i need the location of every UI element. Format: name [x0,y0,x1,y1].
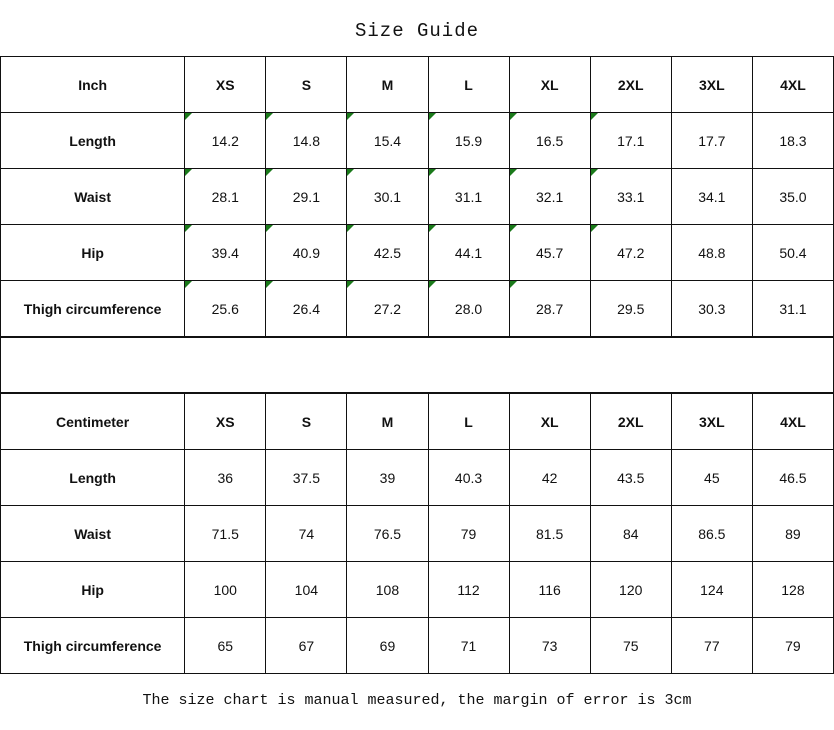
size-header-xl: XL [509,57,590,113]
unit-label-centimeter: Centimeter [1,394,185,450]
cell-waist-s: 29.1 [266,169,347,225]
cell-cm-length-xl: 42 [509,450,590,506]
cell-cm-waist-l: 79 [428,506,509,562]
cell-thigh-s: 26.4 [266,281,347,337]
measure-label-cm-thigh: Thigh circumference [1,618,185,674]
size-table-centimeter [0,393,834,674]
cell-hip-3xl: 48.8 [671,225,752,281]
cell-cm-waist-xs: 71.5 [185,506,266,562]
cell-thigh-m: 27.2 [347,281,428,337]
cell-hip-l: 44.1 [428,225,509,281]
size-header-s: S [266,57,347,113]
cell-waist-xl: 32.1 [509,169,590,225]
cell-cm-length-2xl: 43.5 [590,450,671,506]
cell-cm-hip-s: 104 [266,562,347,618]
cell-thigh-3xl: 30.3 [671,281,752,337]
cell-cm-waist-2xl: 84 [590,506,671,562]
cell-cm-hip-l: 112 [428,562,509,618]
page-title: Size Guide [354,20,480,42]
measure-label-hip: Hip [1,225,185,281]
cell-waist-xs: 28.1 [185,169,266,225]
cell-cm-waist-4xl: 89 [752,506,833,562]
size-header-cm-2xl: 2XL [590,394,671,450]
measure-label-thigh: Thigh circumference [1,281,185,337]
cell-length-3xl: 17.7 [671,113,752,169]
cell-cm-thigh-m: 69 [347,618,428,674]
size-table-inch [0,56,834,337]
cell-cm-hip-4xl: 128 [752,562,833,618]
table-row [1,562,834,618]
cell-length-l: 15.9 [428,113,509,169]
cell-cm-waist-3xl: 86.5 [671,506,752,562]
cell-waist-m: 30.1 [347,169,428,225]
cell-cm-length-m: 39 [347,450,428,506]
cell-hip-xs: 39.4 [185,225,266,281]
cell-hip-4xl: 50.4 [752,225,833,281]
unit-label-inch: Inch [1,57,185,113]
table-row [1,450,834,506]
size-header-cm-m: M [347,394,428,450]
cell-waist-l: 31.1 [428,169,509,225]
cell-cm-hip-2xl: 120 [590,562,671,618]
size-header-m: M [347,57,428,113]
size-header-3xl: 3XL [671,57,752,113]
cell-waist-3xl: 34.1 [671,169,752,225]
cell-cm-thigh-l: 71 [428,618,509,674]
cell-hip-m: 42.5 [347,225,428,281]
size-header-2xl: 2XL [590,57,671,113]
cell-thigh-4xl: 31.1 [752,281,833,337]
size-header-cm-4xl: 4XL [752,394,833,450]
cell-cm-thigh-xs: 65 [185,618,266,674]
cell-cm-hip-3xl: 124 [671,562,752,618]
cell-length-2xl: 17.1 [590,113,671,169]
cell-cm-waist-s: 74 [266,506,347,562]
cell-hip-s: 40.9 [266,225,347,281]
cell-hip-2xl: 47.2 [590,225,671,281]
cell-cm-length-4xl: 46.5 [752,450,833,506]
cell-length-m: 15.4 [347,113,428,169]
cell-cm-thigh-xl: 73 [509,618,590,674]
cell-cm-thigh-2xl: 75 [590,618,671,674]
table-header-row [1,57,834,113]
table-row [1,169,834,225]
cell-length-xs: 14.2 [185,113,266,169]
size-header-cm-xs: XS [185,394,266,450]
cell-cm-length-s: 37.5 [266,450,347,506]
cell-cm-waist-xl: 81.5 [509,506,590,562]
table-row [1,506,834,562]
table-row [1,618,834,674]
cell-cm-hip-xl: 116 [509,562,590,618]
cell-length-4xl: 18.3 [752,113,833,169]
cell-thigh-xs: 25.6 [185,281,266,337]
measure-label-cm-length: Length [1,450,185,506]
cell-cm-hip-m: 108 [347,562,428,618]
table-row [1,113,834,169]
measure-label-length: Length [1,113,185,169]
measure-label-cm-waist: Waist [1,506,185,562]
size-header-cm-s: S [266,394,347,450]
cell-cm-thigh-4xl: 79 [752,618,833,674]
measurement-disclaimer: The size chart is manual measured, the margin of error is 3cm [142,692,692,709]
cell-cm-thigh-3xl: 77 [671,618,752,674]
size-header-cm-xl: XL [509,394,590,450]
cell-waist-2xl: 33.1 [590,169,671,225]
cell-waist-4xl: 35.0 [752,169,833,225]
size-header-4xl: 4XL [752,57,833,113]
table-row [1,225,834,281]
cell-length-xl: 16.5 [509,113,590,169]
table-row [1,281,834,337]
cell-thigh-xl: 28.7 [509,281,590,337]
cell-cm-hip-xs: 100 [185,562,266,618]
size-header-cm-3xl: 3XL [671,394,752,450]
table-header-row [1,394,834,450]
table-separator [0,337,834,393]
measure-label-cm-hip: Hip [1,562,185,618]
size-header-l: L [428,57,509,113]
cell-cm-length-3xl: 45 [671,450,752,506]
measure-label-waist: Waist [1,169,185,225]
size-header-cm-l: L [428,394,509,450]
cell-thigh-2xl: 29.5 [590,281,671,337]
cell-cm-length-xs: 36 [185,450,266,506]
cell-thigh-l: 28.0 [428,281,509,337]
cell-length-s: 14.8 [266,113,347,169]
cell-cm-thigh-s: 67 [266,618,347,674]
cell-hip-xl: 45.7 [509,225,590,281]
cell-cm-length-l: 40.3 [428,450,509,506]
cell-cm-waist-m: 76.5 [347,506,428,562]
size-header-xs: XS [185,57,266,113]
